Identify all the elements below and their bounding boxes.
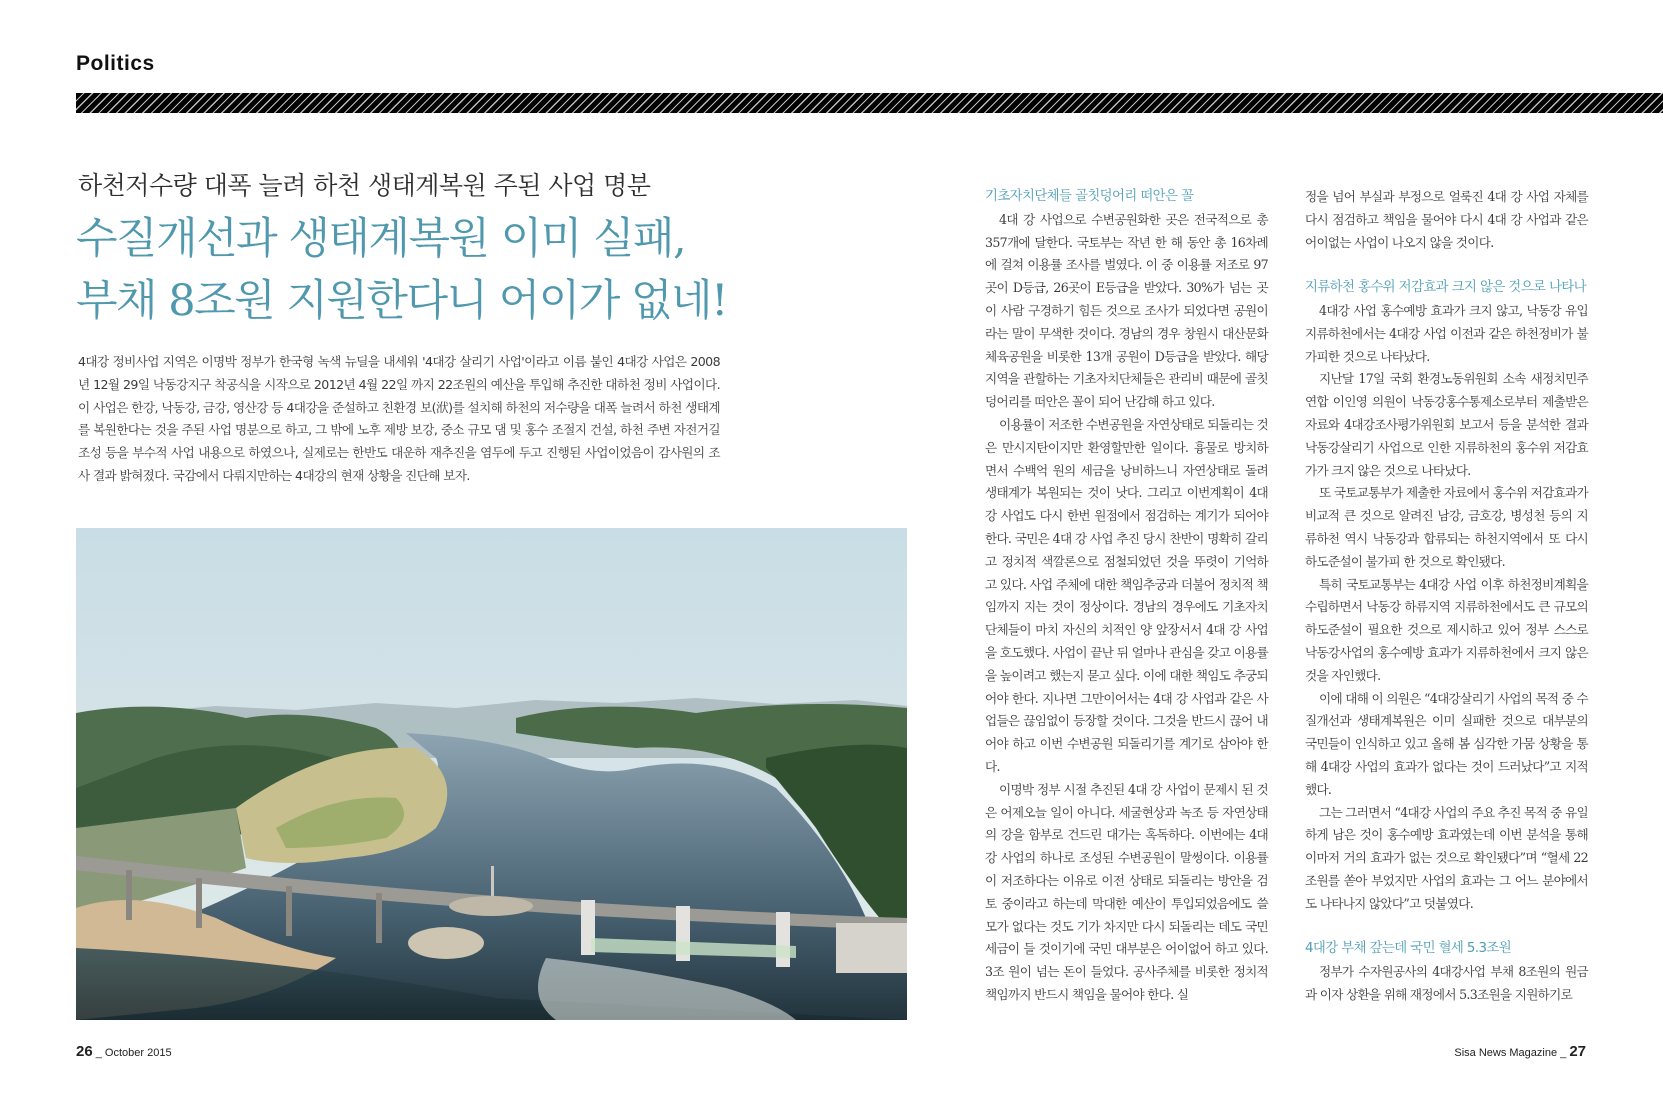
paragraph: 지난달 17일 국회 환경노동위원회 소속 새정치민주연합 이인영 의원이 낙동강홍수통제소로부터 제출받은 자료와 4대강조사평가위원회 보고서 등을 분석한 결과 낙동강살리기 사업으로 인한 지류하천의 홍수위 저감효가가 크지 않은 것으로 나타났다.	[1305, 371, 1588, 478]
article-column-3	[1305, 186, 1588, 1007]
footer-magazine-name: Sisa News Magazine _	[1454, 1047, 1567, 1059]
article-photo	[76, 528, 907, 1020]
paragraph: 정부가 수자원공사의 4대강사업 부채 8조원의 원금과 이자 상환을 위해 재정에서 5.3조원을 지원하기로	[1305, 964, 1588, 1002]
paragraph: 이용률이 저조한 수변공원을 자연상태로 되돌리는 것은 만시지탄이지만 환영할만한 일이다. 흉물로 방치하면서 수백억 원의 세금을 낭비하느니 자연상태로 돌려 생태계가 복원되는 것이 낫다. 그리고 이번계획이 4대 강 사업도 다시 한번 원점에서 점검하는 계기가 되어야한다. 국민은 4대 강 사업 추진 당시 찬반이 명확히 갈리고 정치적 색깔론으로 점철되었던 것을 뚜렷이 기억하고 있다. 사업 주체에 대한 책임추궁과 더불어 정치적 책임까지 지는 것이 정상이다. 경남의 경우에도 기초자치단체들이 마치 자신의 치적인 양 앞장서서 4대 강 사업을 호도했다. 사업이 끝난 뒤 얼마나 관심을 갖고 이용률을 높이려고 했는지 묻고 싶다. 이에 대한 책임도 추궁되어야 한다. 지나면 그만이어서는 4대 강 사업과 같은 사업들은 끊임없이 등장할 것이다. 그것을 반드시 끊어 내어야 하고 이번 수변공원 되돌리기를 계기로 삼아야 한다.	[985, 416, 1268, 774]
hatched-divider	[76, 93, 1663, 113]
subheading-local-governments: 기초자치단체들 골칫덩어리 떠안은 꼴	[985, 189, 1194, 204]
article-headline	[76, 208, 896, 332]
paragraph: 이에 대해 이 의원은 “4대강살리기 사업의 목적 중 수질개선과 생태계복원은 이미 실패한 것으로 대부분의 국민들이 인식하고 있고 올해 봄 심각한 가뭄 상황을 통해 4대강 사업의 효과가 없다는 것이 드러났다”고 지적했다.	[1305, 690, 1588, 797]
paragraph-continuation: 정을 넘어 부실과 부정으로 얼룩진 4대 강 사업 자체를 다시 점검하고 책임을 물어야 다시 4대 강 사업과 같은 어이없는 사업이 나오지 않을 것이다.	[1305, 189, 1588, 250]
paragraph: 이명박 정부 시절 추진된 4대 강 사업이 문제시 된 것은 어제오늘 일이 아니다. 세굴현상과 녹조 등 자연상태의 강을 함부로 건드린 대가는 혹독하다. 이번에는 4대 강 사업의 하나로 조성된 수변공원이 말썽이다. 이용률이 저조하다는 이유로 이전 상태로 되돌리는 방안을 검토 중이라고 하는데 막대한 예산이 투입되었음에도 쓸모가 없다는 것도 기가 차지만 다시 되돌리는 데도 국민 세금이 들 것이기에 국민 대부분은 어이없어 하고 있다. 3조 원이 넘는 돈이 들었다. 공사주체를 비롯한 정치적 책임까지 반드시 책임을 물어야 한다. 실	[985, 781, 1268, 1002]
footer-issue-date: _ October 2015	[95, 1047, 172, 1059]
subheading-tributary-flood: 지류하천 홍수위 저감효과 크지 않은 것으로 나타나	[1305, 280, 1586, 296]
paragraph: 또 국토교통부가 제출한 자료에서 홍수위 저감효과가 비교적 큰 것으로 알려진 남강, 금호강, 병성천 등의 지류하천 역시 낙동강과 합류되는 하천지역에서 또 다시 하도준설이 불가피 한 것으로 확인됐다.	[1305, 485, 1588, 569]
headline-line-1: 수질개선과 생태계복원 이미 실패,	[76, 214, 686, 264]
paragraph: 4대강 사업 홍수예방 효과가 크지 않고, 낙동강 유입 지류하천에서는 4대강 사업 이전과 같은 하천정비가 불가피한 것으로 나타났다.	[1305, 302, 1588, 364]
paragraph: 특히 국토교통부는 4대강 사업 이후 하천정비계획을 수립하면서 낙동강 하류지역 지류하천에서도 큰 규모의 하도준설이 필요한 것으로 제시하고 있어 정부 스스로 낙동강사업의 홍수예방 효과가 지류하천에서 크지 않은 것을 자인했다.	[1305, 576, 1588, 683]
section-label: Politics	[76, 52, 155, 75]
article-intro: 4대강 정비사업 지역은 이명박 정부가 한국형 녹색 뉴딜을 내세워 '4대강 살리기 사업'이라고 이름 붙인 4대강 사업은 2008년 12월 29일 낙동강지구 착공식을 시작으로 2012년 4월 22일 까지 22조원의 예산을 투입해 추진한 대하천 정비 사업이다. 이 사업은 한강, 낙동강, 금강, 영산강 등 4대강을 준설하고 친환경 보(洑)를 설치해 하천의 저수량을 대폭 늘려서 하천 생태계를 복원한다는 것을 주된 사업 명분으로 하고, 그 밖에 노후 제방 보강, 중소 규모 댐 및 홍수 조절지 건설, 하천 주변 자전거길 조성 등을 부수적 사업 내용으로 하였으나, 실제로는 한반도 대운하 재추진을 염두에 두고 진행된 사업이었음이 감사원의 조사 결과 밝혀졌다. 국감에서 다뤄지만하는 4대강의 현재 상황을 진단해 보자.	[78, 354, 720, 483]
footer-left	[76, 1043, 172, 1060]
article-column-2	[985, 186, 1268, 1007]
subheading-debt-tax: 4대강 부채 갚는데 국민 혈세 5.3조원	[1305, 941, 1512, 957]
headline-line-2: 부채 8조원 지원한다니 어이가 없네!	[76, 276, 727, 326]
paragraph: 4대 강 사업으로 수변공원화한 곳은 전국적으로 총 357개에 달한다. 국토부는 작년 한 해 동안 총 16차례에 걸쳐 이용률 조사를 벌였다. 이 중 이용률 저조로 97곳이 D등급, 26곳이 E등급을 받았다. 30%가 넘는 곳이 사람 구경하기 힘든 것으로 조사가 되었다면 공원이라는 말이 무색한 것이다. 경남의 경우 창원시 대산문화체육공원을 비롯한 13개 공원이 D등급을 받았다. 해당 지역을 관할하는 기초자치단체들은 관리비 때문에 골칫덩어리를 떠안은 꼴이 되어 난감해 하고 있다.	[985, 211, 1268, 410]
footer-right	[1454, 1043, 1586, 1060]
paragraph: 그는 그러면서 “4대강 사업의 주요 추진 목적 중 유일하게 남은 것이 홍수예방 효과였는데 이번 분석을 통해 이마저 거의 효과가 없는 것으로 확인됐다”며 “혈세 22조원를 쏟아 부었지만 사업의 효과는 그 어느 분야에서도 나타나지 않았다”고 덧붙였다.	[1305, 804, 1588, 911]
article-kicker: 하천저수량 대폭 늘려 하천 생태계복원 주된 사업 명분	[78, 171, 651, 200]
page-number-right: 27	[1569, 1043, 1586, 1060]
page-number-left: 26	[76, 1043, 93, 1060]
aerial-river-photo	[76, 528, 907, 1020]
